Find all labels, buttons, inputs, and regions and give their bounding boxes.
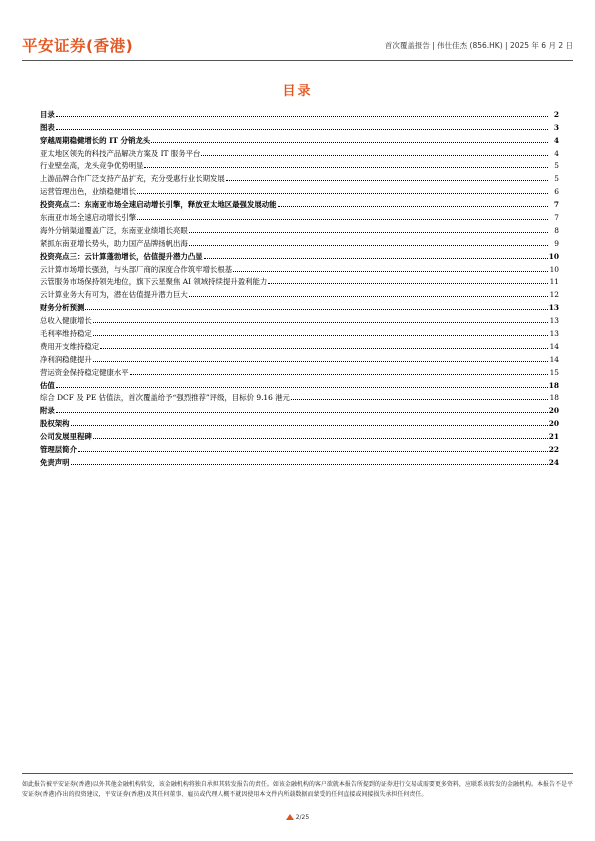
toc-entry-label: 海外分销渠道覆盖广泛，东南亚业绩增长亮眼 [40,225,188,235]
toc-entry[interactable] [40,312,559,325]
table-of-contents [40,106,559,467]
toc-entry-page: 12 [549,290,559,300]
toc-leader-dots [189,295,548,297]
toc-entry-label: 图表 [40,122,55,132]
toc-entry[interactable] [40,248,559,261]
toc-entry-label: 穿越周期稳健增长的 IT 分销龙头 [40,135,151,145]
toc-entry-label: 净利润稳健提升 [40,354,92,364]
toc-leader-dots [278,205,548,207]
toc-entry-label: 投资亮点二：东南亚市场全速启动增长引擎，释放亚太地区最强发展动能 [40,200,277,210]
toc-entry-label: 估值 [40,380,55,390]
toc-entry-page: 2 [553,109,559,119]
brand-logo: 平安证券(香港) [22,37,134,55]
toc-entry[interactable] [40,183,559,196]
toc-entry[interactable] [40,119,559,132]
toc-entry-label: 亚太地区领先的科技产品解决方案及 IT 服务平台 [40,148,201,158]
toc-entry-label: 云计算业务大有可为，潜在估值提升潜力巨大 [40,290,188,300]
toc-entry-page: 18 [548,380,559,390]
toc-entry-label: 毛利率维持稳定 [40,329,92,339]
toc-entry-page: 21 [548,432,559,442]
toc-entry-page: 10 [549,264,559,274]
toc-entry[interactable] [40,377,559,390]
toc-leader-dots [71,424,548,426]
toc-entry-label: 东南亚市场全速启动增长引擎 [40,213,137,223]
toc-leader-dots [189,244,548,246]
toc-entry-label: 运营管理出色，业绩稳健增长 [40,187,137,197]
toc-leader-dots [233,270,548,272]
toc-entry-page: 10 [548,251,559,261]
toc-entry[interactable] [40,299,559,312]
footer-disclaimer: 如此报告被平安证券(香港)以外其他金融机构转发，该金融机构将独自承担其转发报告的责任。如该金融机构的客户欲就本报告所提到的证券进行交易或需要更多资料，应联系该转发的金融机构。本报告不是平安证券(香港)作出的投资建议，平安证券(香港)及其任何董事、雇员或代理人概不就因使用本文件内所载数据而蒙受的任何直接或间接损失承担任何责任。 [22,781,573,798]
toc-entry-page: 9 [554,238,559,248]
toc-entry-page: 24 [548,457,559,467]
toc-leader-dots [291,398,548,400]
toc-entry-label: 云计算市场增长强劲，与头部厂商的深度合作筑牢增长根基 [40,264,233,274]
toc-entry-page: 13 [548,303,559,313]
toc-entry-page: 5 [554,161,559,171]
toc-entry-label: 管理层简介 [40,445,77,455]
toc-entry-page: 14 [549,354,559,364]
toc-entry-page: 5 [554,174,559,184]
toc-entry-page: 20 [548,419,559,429]
toc-entry-page: 13 [549,329,559,339]
toc-entry-label: 股权架构 [40,419,70,429]
toc-entry-page: 3 [553,122,559,132]
toc-entry[interactable] [40,261,559,274]
toc-entry[interactable] [40,286,559,299]
toc-leader-dots [130,373,548,375]
toc-entry[interactable] [40,145,559,158]
toc-entry-label: 免责声明 [40,457,70,467]
toc-entry-label: 投资亮点三：云计算蓬勃增长，估值提升潜力凸显 [40,251,203,261]
toc-entry-label: 公司发展里程碑 [40,432,92,442]
toc-leader-dots [78,450,548,452]
toc-leader-dots [93,334,548,336]
page-header [22,30,573,58]
toc-leader-dots [201,154,548,156]
toc-leader-dots [71,463,548,465]
toc-leader-dots [93,437,548,439]
toc-entry[interactable] [40,402,559,415]
toc-leader-dots [56,411,548,413]
toc-entry-label: 上游品牌合作广泛支持产品扩充，充分受惠行业长期发展 [40,174,225,184]
toc-leader-dots [144,166,548,168]
toc-entry[interactable] [40,132,559,145]
toc-leader-dots [100,347,548,349]
toc-entry[interactable] [40,325,559,338]
toc-leader-dots [268,282,548,284]
toc-entry[interactable] [40,274,559,287]
toc-entry[interactable] [40,390,559,403]
toc-leader-dots [189,231,548,233]
toc-entry[interactable] [40,170,559,183]
page-number [0,814,595,821]
toc-entry-label: 目录 [40,109,55,119]
toc-entry-page: 14 [549,341,559,351]
toc-entry[interactable] [40,338,559,351]
toc-entry[interactable] [40,158,559,171]
toc-entry-page: 7 [554,213,559,223]
toc-entry-page: 4 [554,148,559,158]
toc-leader-dots [56,128,548,130]
brand-triangle-icon [286,814,294,820]
toc-leader-dots [56,386,548,388]
toc-entry[interactable] [40,196,559,209]
toc-entry-label: 费用开支维持稳定 [40,341,100,351]
toc-entry-label: 紧抓东南亚增长势头，助力国产品牌扬帆出海 [40,238,188,248]
toc-entry-page: 13 [549,316,559,326]
toc-entry[interactable] [40,428,559,441]
toc-entry[interactable] [40,209,559,222]
toc-entry[interactable] [40,364,559,377]
toc-entry-page: 18 [549,393,559,403]
toc-entry-label: 行业壁垒高，龙头竞争优势明显 [40,161,144,171]
toc-leader-dots [137,192,548,194]
toc-entry-label: 附录 [40,406,55,416]
toc-leader-dots [137,218,548,220]
toc-leader-dots [56,115,548,117]
report-info: 首次覆盖报告 | 伟仕佳杰 (856.HK) | 2025 年 6 月 2 日 [384,41,573,50]
toc-leader-dots [204,257,548,259]
toc-leader-dots [93,321,548,323]
toc-entry[interactable] [40,106,559,119]
toc-entry-label: 营运资金保持稳定健康水平 [40,367,129,377]
toc-leader-dots [151,141,548,143]
toc-title: 目录 [282,84,313,99]
toc-leader-dots [226,179,548,181]
toc-entry-page: 8 [554,225,559,235]
toc-entry[interactable] [40,222,559,235]
page-number-text: 2/25 [295,814,310,821]
toc-entry[interactable] [40,454,559,467]
toc-entry-page: 4 [553,135,559,145]
toc-entry-page: 7 [553,200,559,210]
toc-leader-dots [85,308,547,310]
toc-entry-page: 22 [548,445,559,455]
toc-entry[interactable] [40,415,559,428]
toc-entry[interactable] [40,441,559,454]
toc-leader-dots [93,360,548,362]
toc-entry-label: 财务分析预测 [40,303,85,313]
footer-divider [22,773,573,774]
toc-entry-page: 15 [549,367,559,377]
toc-entry-label: 综合 DCF 及 PE 估值法，首次覆盖给予“强烈推荐”评级，目标价 9.16 港元 [40,393,290,403]
toc-entry-label: 云管服务市场保持领先地位，旗下云星聚焦 AI 领域持续提升盈利能力 [40,277,268,287]
toc-entry-page: 6 [554,187,559,197]
toc-entry-label: 总收入健康增长 [40,316,92,326]
toc-entry[interactable] [40,351,559,364]
header-divider [22,60,573,61]
toc-entry-page: 11 [549,277,559,287]
toc-entry[interactable] [40,235,559,248]
toc-entry-page: 20 [548,406,559,416]
